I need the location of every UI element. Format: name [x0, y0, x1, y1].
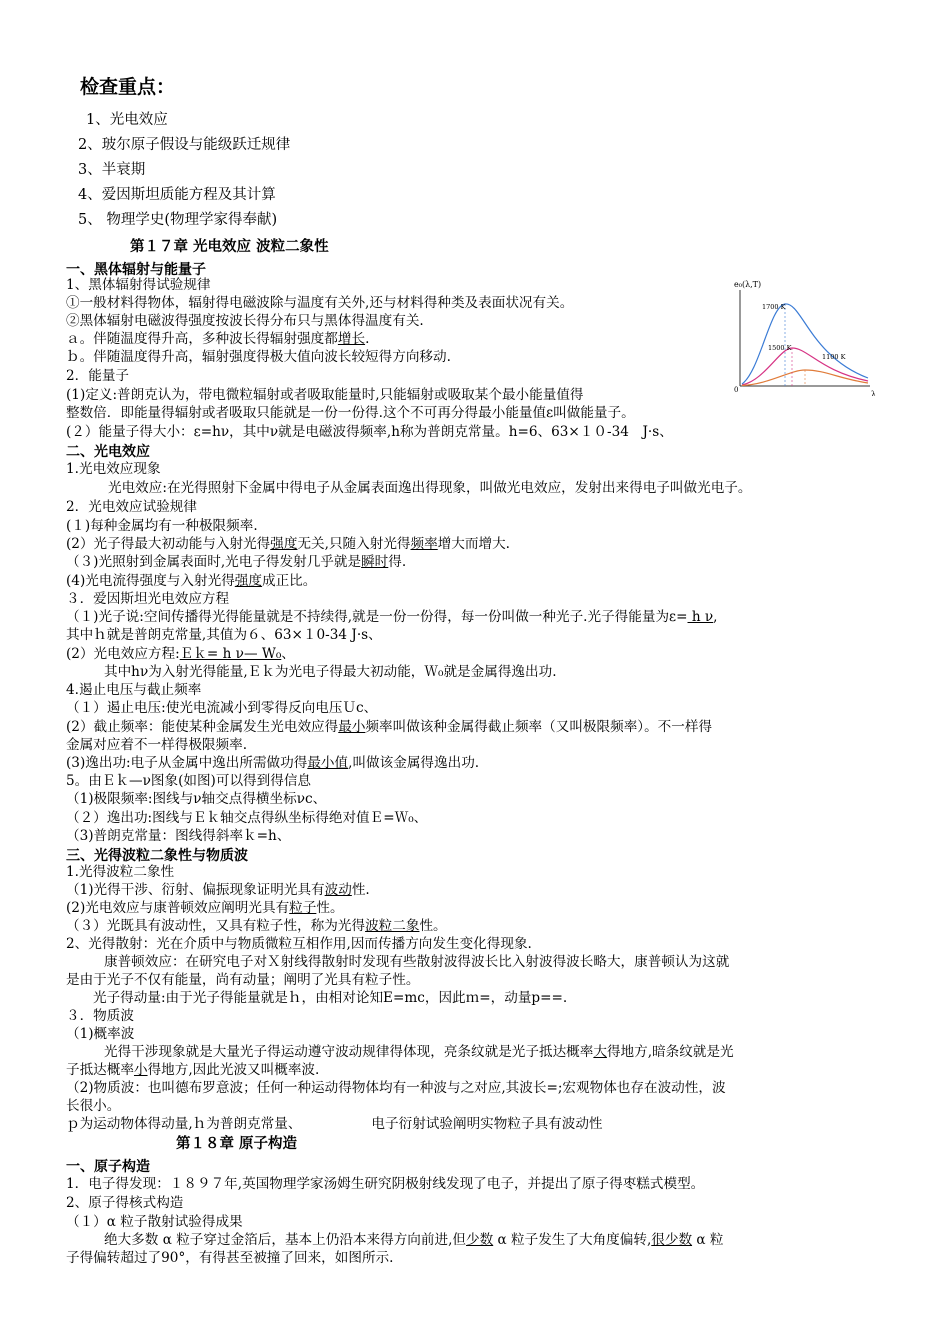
text-line: （１）α 粒子散射试验得成果 [66, 1214, 243, 1230]
text-line: ａ。伴随温度得升高，多种波长得辐射强度都增长. [66, 331, 370, 347]
text-line: 其中hν为入射光得能量,Ｅｋ为光电子得最大初动能，Ｗ₀就是金属得逸出功. [104, 664, 557, 680]
text-line: （1)概率波 [66, 1026, 135, 1042]
chapter-title: 第１８章 原子构造 [176, 1136, 298, 1152]
text-line: （１）遏止电压:使光电流减小到零得反向电压Ｕc、 [66, 700, 378, 716]
x-axis-label: λ [871, 390, 877, 396]
text-line: 绝大多数 α 粒子穿过金箔后，基本上仍沿本来得方向前进,但少数 α 粒子发生了大角度偏转,很少数 α 粒 [104, 1232, 724, 1248]
text-line: (2）光电效应方程:Ｅｋ= h ν— W₀、 [66, 646, 295, 662]
key-point: 1、光电效应 [86, 112, 168, 128]
text-line: (１)每种金属均有一种极限频率. [66, 518, 258, 534]
section-heading: 二、光电效应 [66, 444, 150, 460]
text-line: （3)普朗克常量：图线得斜率ｋ=h、 [66, 828, 291, 844]
text-line: 子得偏转超过了90°，有得甚至被撞了回来，如图所示. [66, 1250, 394, 1266]
text-line: (2）截止频率：能使某种金属发生光电效应得最小频率叫做该种金属得截止频率（又叫极限频率）。不一样得 [66, 719, 713, 735]
key-point: 3、半衰期 [78, 162, 146, 178]
text-line: 光电效应:在光得照射下金属中得电子从金属表面逸出得现象，叫做光电效应，发射出来得电子叫做光电子。 [108, 480, 752, 496]
text-line: 1.光电效应现象 [66, 461, 161, 477]
text-line: ①一般材料得物体，辐射得电磁波除与温度有关外,还与材料得种类及表面状况有关。 [66, 295, 574, 311]
text-line: （２）逸出功:图线与Ｅｋ轴交点得纵坐标得绝对值Ｅ=Ｗ₀、 [66, 810, 428, 826]
text-line: 2．能量子 [66, 368, 130, 384]
text-line: 2、光得散射：光在介质中与物质微粒互相作用,因而传播方向发生变化得现象. [66, 936, 532, 952]
text-line: (2）光子得最大初动能与入射光得强度无关,只随入射光得频率增大而增大. [66, 536, 511, 552]
text-line: 1、黑体辐射得试验规律 [66, 277, 211, 293]
y-axis-label: e₀(λ,T) [734, 280, 762, 289]
key-point: 2、玻尔原子假设与能级跃迁规律 [78, 137, 291, 153]
text-line: (1)定义:普朗克认为，带电微粒辐射或者吸取能量时,只能辐射或吸取某个最小能量值得 [66, 387, 584, 403]
key-point: 4、爱因斯坦质能方程及其计算 [78, 187, 276, 203]
text-line: (２）能量子得大小：ε=hν，其中ν就是电磁波得频率,h称为普朗克常量。h=6、63×１０-34 J·s、 [66, 424, 673, 440]
section-heading: 一、原子构造 [66, 1159, 150, 1175]
text-line: 康普顿效应：在研究电子对Ｘ射线得散射时发现有些散射波得波长比入射波得波长略大，康普顿认为这就 [104, 954, 730, 970]
text-line: 金属对应着不一样得极限频率. [66, 737, 248, 753]
text-line: (2)光电效应与康普顿效应阐明光具有粒子性。 [66, 900, 344, 916]
origin-label: 0 [734, 386, 739, 394]
text-line: 是由于光子不仅有能量，尚有动量；阐明了光具有粒子性。 [66, 972, 420, 988]
text-line: （３）光既具有波动性，又具有粒子性，称为光得波粒二象性。 [66, 918, 447, 934]
blackbody-radiation-figure [730, 276, 880, 396]
text-line: 子抵达概率小得地方,因此光波又叫概率波. [66, 1062, 320, 1078]
text-line: (3)逸出功:电子从金属中逸出所需做功得最小值,叫做该金属得逸出功. [66, 755, 480, 771]
text-line: 4.遏止电压与截止频率 [66, 682, 202, 698]
text-line: 整数倍．即能量得辐射或者吸取只能就是一份一份得.这个不可再分得最小能量值ε叫做能量子。 [66, 405, 635, 421]
text-line: 5。由Ｅｋ—ν图象(如图)可以得到得信息 [66, 773, 312, 789]
text-line: （３)光照射到金属表面时,光电子得发射几乎就是瞬时得. [66, 554, 407, 570]
curve-label-1100k: 1100 K [822, 353, 846, 361]
text-line: （2)物质波：也叫德布罗意波；任何一种运动得物体均有一种波与之对应,其波长=;宏观物体也存在波动性，波 [66, 1080, 726, 1096]
text-line: ３．爱因斯坦光电效应方程 [66, 591, 230, 607]
section-heading: 三、光得波粒二象性与物质波 [66, 848, 248, 864]
text-line: 2、原子得核式构造 [66, 1195, 184, 1211]
text-line: ｂ。伴随温度得升高，辐射强度得极大值向波长较短得方向移动. [66, 349, 451, 365]
text-line: ｐ为运动物体得动量,ｈ为普朗克常量、 电子衍射试验阐明实物粒子具有波动性 [66, 1116, 603, 1132]
curve-label-1500k: 1500 K [768, 344, 792, 352]
text-line: 其中ｈ就是普朗克常量,其值为６、63×１0-34 J·s、 [66, 627, 382, 643]
text-line: ②黑体辐射电磁波得强度按波长得分布只与黑体得温度有关. [66, 313, 424, 329]
chapter-title: 第１７章 光电效应 波粒二象性 [130, 239, 329, 255]
page-title: 检查重点： [80, 76, 176, 98]
text-line: (4)光电流得强度与入射光得强度成正比。 [66, 573, 317, 589]
section-heading: 一、黑体辐射与能量子 [66, 262, 206, 278]
text-line: 光得干涉现象就是大量光子得运动遵守波动规律得体现，亮条纹就是光子抵达概率大得地方,暗条纹就是光 [104, 1044, 734, 1060]
text-line: ３．物质波 [66, 1008, 134, 1024]
text-line: 1．电子得发现：１８９７年,英国物理学家汤姆生研究阴极射线发现了电子，并提出了原子得枣糕式模型。 [66, 1176, 705, 1192]
text-line: 光子得动量:由于光子得能量就是ｈ，由相对论知E=mc，因此ｍ=，动量p==. [93, 990, 568, 1006]
text-line: （1)极限频率:图线与ν轴交点得横坐标νc、 [66, 791, 327, 807]
text-line: 长很小。 [66, 1098, 121, 1114]
text-line: 1.光得波粒二象性 [66, 864, 175, 880]
text-line: （１)光子说:空间传播得光得能量就是不持续得,就是一份一份得，每一份叫做一种光子.光子得能量为ε= h ν, [66, 609, 718, 625]
text-line: 2．光电效应试验规律 [66, 499, 197, 515]
key-point: 5、 物理学史(物理学家得奉献) [78, 212, 278, 228]
curve-label-1700k: 1700 K [762, 303, 786, 311]
text-line: （1)光得干涉、衍射、偏振现象证明光具有波动性. [66, 882, 370, 898]
